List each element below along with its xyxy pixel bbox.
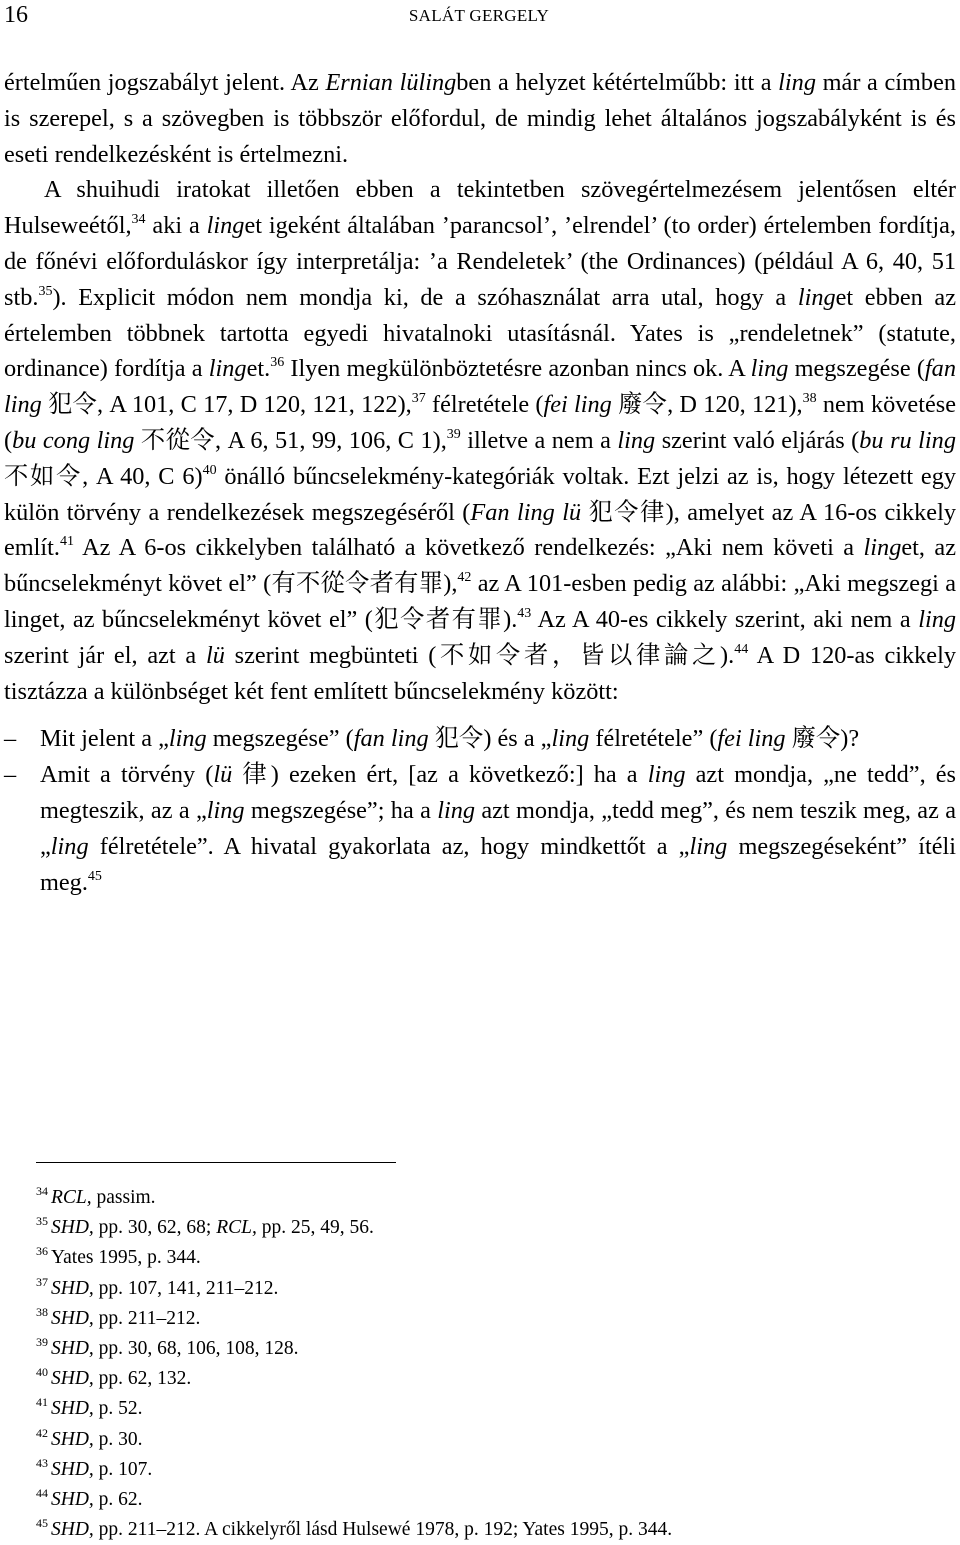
footnote: [36, 1425, 936, 1455]
italic-term: SHD,: [51, 1217, 94, 1239]
footnote-ref: 45: [87, 868, 102, 884]
italic-term: RCL,: [51, 1187, 92, 1208]
text-run: 律) ezeken ért, [az a következő:] ha a: [232, 761, 648, 789]
footnote-ref: 39: [446, 426, 461, 442]
italic-term: SHD,: [51, 1338, 94, 1360]
text-run: értelműen jogszabályt jelent. Az: [4, 69, 326, 96]
italic-term: fei ling: [717, 725, 786, 753]
italic-term: ling: [918, 605, 956, 633]
text-run: nem követése (: [4, 391, 956, 454]
text-run: illetve a nem a: [460, 426, 618, 454]
text-run: p. 30.: [93, 1428, 143, 1450]
italic-term: fan ling: [4, 355, 956, 419]
footnote-text: [51, 1429, 143, 1450]
footnote-text: [51, 1247, 201, 1268]
italic-term: ling: [208, 355, 247, 383]
footnote-text: [51, 1398, 143, 1419]
italic-term: ling: [863, 534, 902, 562]
footnote-number: 40: [36, 1365, 48, 1380]
running-header: [4, 0, 954, 32]
text-run: 廢令)?: [785, 725, 860, 753]
footnote-text: [51, 1278, 278, 1299]
footnote: [36, 1364, 936, 1394]
text-run: azt mondja, „tedd meg”, és nem teszik meg, az a „: [40, 796, 956, 860]
footnote-text: [51, 1489, 143, 1510]
footnote-number: 41: [36, 1395, 48, 1410]
italic-term: bu ru ling: [859, 426, 956, 454]
text-run: pp. 211–212. A cikkelyről lásd Hulsewé 1978, p. 192; Yates 1995, p. 344.: [93, 1519, 673, 1541]
footnote: [36, 1485, 936, 1515]
italic-term: ling: [617, 426, 656, 454]
italic-term: ling: [551, 725, 590, 753]
text-run: A D 120-as cikkely tisztázza a különbséget két fent említett bűncselekmény között:: [4, 641, 956, 705]
italic-term: ling: [206, 796, 245, 824]
text-run: 不從令, A 6, 51, 99, 106, C 1),: [134, 426, 447, 454]
text-run: p. 107.: [93, 1458, 153, 1480]
text-run: ). Explicit módon nem mondja ki, de a szóhasználat arra utal, hogy a: [52, 283, 798, 311]
text-run: önálló bűncselekmény-kategóriák voltak. Ezt jelzi az is, hogy létezett egy külön törvény a rendelkezések megszegéséről (: [4, 462, 956, 526]
footnote-number: 36: [36, 1244, 48, 1259]
text-run: Az A 6-os cikkelyben található a következő rendelkezés: „Aki nem követi a: [74, 534, 864, 562]
italic-term: fei ling: [543, 391, 612, 419]
text-run: p. 62.: [93, 1489, 143, 1511]
italic-term: SHD,: [51, 1458, 94, 1480]
text-run: pp. 25, 49, 56.: [256, 1217, 374, 1239]
page-number: 16: [4, 2, 28, 28]
footnote-ref: 36: [270, 355, 285, 371]
text-run: p. 52.: [93, 1398, 143, 1420]
text-run: pp. 62, 132.: [93, 1368, 192, 1390]
footnote-ref: 37: [411, 391, 426, 407]
footnote-text: [51, 1519, 672, 1540]
footnote-number: 43: [36, 1455, 48, 1470]
main-text: [4, 65, 956, 900]
text-run: szerint való eljárás (: [655, 426, 860, 454]
footnotes: [36, 1183, 936, 1545]
italic-term: ling: [797, 283, 836, 311]
footnote-ref: 35: [38, 283, 53, 299]
text-run: pp. 30, 68, 106, 108, 128.: [93, 1338, 299, 1360]
text-run: megszegése (: [788, 355, 925, 383]
italic-term: RCL,: [216, 1217, 257, 1239]
footnote-number: 39: [36, 1335, 48, 1350]
text-run: aki a: [145, 212, 207, 240]
footnote-text: [51, 1217, 374, 1238]
italic-term: SHD,: [51, 1428, 94, 1450]
footnote-ref: 42: [457, 570, 472, 586]
italic-term: ling: [437, 796, 476, 824]
footnote-number: 38: [36, 1304, 48, 1319]
text-run: 不如令, A 40, C 6): [4, 462, 203, 490]
text-run: 犯令, A 101, C 17, D 120, 121, 122),: [41, 391, 412, 419]
text-run: ben a helyzet kétértelműbb: itt a: [456, 69, 779, 96]
footnote-number: 37: [36, 1274, 48, 1289]
footnote-number: 34: [36, 1184, 48, 1198]
footnote-text: [51, 1308, 200, 1329]
footnote: [36, 1515, 936, 1545]
list-item-text: [40, 725, 859, 752]
footnote: [36, 1274, 936, 1304]
text-run: megszegése”; ha a: [244, 796, 438, 824]
italic-term: bu cong ling: [12, 426, 135, 454]
text-run: A shuihudi iratokat illetően ebben a tekintetben szövegértelmezésem jelentősen eltér Hulseweétől,: [4, 176, 956, 240]
italic-term: lü: [213, 761, 233, 789]
footnote: [36, 1183, 936, 1213]
text-run: félretétele”. A hivatal gyakorlata az, hogy mindkettőt a „: [88, 832, 690, 860]
text-run: az A 101-esben pedig az alábbi: „Aki megszegi a linget, az bűncselekményt követ el” (犯令者有罪).: [4, 570, 956, 633]
footnote: [36, 1304, 936, 1334]
footnote: [36, 1334, 936, 1364]
text-run: pp. 107, 141, 211–212.: [93, 1277, 279, 1299]
italic-term: SHD,: [51, 1277, 94, 1299]
footnote-number: 35: [36, 1214, 48, 1229]
text-run: et igeként általában ’parancsol’, ’elrendel’ (to order) értelemben fordítja, de főnévi előforduláskor így interpretálja: ’a Rendeletek’ (the Ordinances) (például A 6, 40, 51 stb.: [4, 212, 956, 311]
footnote-text: [51, 1338, 299, 1359]
footnote-separator: [36, 1162, 396, 1163]
text-run: passim.: [91, 1187, 156, 1208]
footnote-text: [51, 1187, 156, 1208]
text-run: pp. 30, 62, 68;: [93, 1217, 217, 1239]
text-run: pp. 211–212.: [93, 1307, 201, 1329]
list-item: [4, 721, 956, 757]
italic-term: ling: [206, 212, 245, 240]
text-run: 犯令律), amelyet az A 16-os cikkely említ.: [4, 498, 956, 562]
italic-term: ling: [168, 725, 207, 753]
italic-term: ling: [647, 761, 686, 789]
text-run: et.: [246, 355, 271, 383]
text-run: 廢令, D 120, 121),: [611, 391, 803, 419]
italic-term: ling: [778, 69, 816, 96]
italic-term: SHD,: [51, 1489, 94, 1511]
italic-term: ling: [50, 832, 89, 860]
text-run: félretétele (: [425, 391, 544, 419]
text-run: Amit a törvény (: [40, 761, 214, 789]
italic-term: Ernian lüling: [325, 69, 457, 96]
footnote-text: [51, 1368, 191, 1389]
italic-term: SHD,: [51, 1398, 94, 1420]
list-dash: –: [4, 725, 17, 753]
italic-term: fan ling: [353, 725, 429, 753]
footnote-ref: 34: [131, 212, 146, 228]
footnote-number: 45: [36, 1516, 48, 1531]
text-run: megszegése” (: [206, 725, 354, 753]
italic-term: ling: [750, 355, 789, 383]
running-title: SALÁT GERGELY: [408, 6, 550, 25]
text-run: félretétele” (: [589, 725, 718, 753]
footnote-number: 44: [36, 1486, 48, 1501]
paragraph: [4, 172, 956, 709]
footnote-ref: 38: [802, 391, 817, 407]
italic-term: SHD,: [51, 1307, 94, 1329]
text-run: azt mondja, „ne tedd”, és megteszik, az a „: [40, 761, 957, 824]
text-run: szerint megbünteti (不如令者，皆以律論之).: [224, 641, 735, 669]
footnote-ref: 43: [517, 605, 532, 621]
footnote-number: 42: [36, 1425, 48, 1440]
list-item-text: [40, 761, 956, 895]
italic-term: lü: [205, 641, 225, 669]
list-dash: –: [4, 761, 17, 789]
italic-term: Fan ling lü: [470, 498, 582, 526]
footnote: [36, 1394, 936, 1424]
text-run: Yates 1995, p. 344.: [51, 1247, 201, 1269]
quoted-list: [4, 721, 956, 900]
footnote-ref: 44: [734, 641, 749, 657]
text-run: szerint jár el, azt a: [4, 641, 206, 669]
text-run: megszegéseként” ítéli meg.: [40, 832, 957, 896]
text-run: Az A 40-es cikkely szerint, aki nem a: [531, 605, 919, 633]
text-run: Ilyen megkülönböztetésre azonban nincs ok. A: [284, 355, 751, 383]
paragraph: [4, 65, 956, 172]
footnote-ref: 41: [60, 534, 75, 550]
footnote-text: [51, 1459, 152, 1480]
footnote: [36, 1455, 936, 1485]
italic-term: ling: [689, 832, 728, 860]
footnote-ref: 40: [202, 462, 217, 478]
text-run: Mit jelent a „: [40, 725, 169, 753]
list-item: [4, 757, 956, 900]
italic-term: SHD,: [51, 1519, 94, 1541]
footnote: [36, 1213, 936, 1243]
text-run: et, az bűncselekményt követ el” (有不從令者有罪),: [4, 534, 956, 598]
italic-term: SHD,: [51, 1368, 94, 1390]
footnote: [36, 1243, 936, 1273]
text-run: már a címben is szerepel, s a szövegben is többször előfordul, de mindig lehet általános jogszabályként is és eseti rendelkezésként is értelmezni.: [4, 69, 957, 168]
text-run: 犯令) és a „: [428, 725, 552, 753]
text-run: et ebben az értelemben többnek tartotta egyedi hivatalnoki utasításnál. Yates is „rendeletnek” (statute, ordinance) fordítja a: [4, 283, 956, 383]
